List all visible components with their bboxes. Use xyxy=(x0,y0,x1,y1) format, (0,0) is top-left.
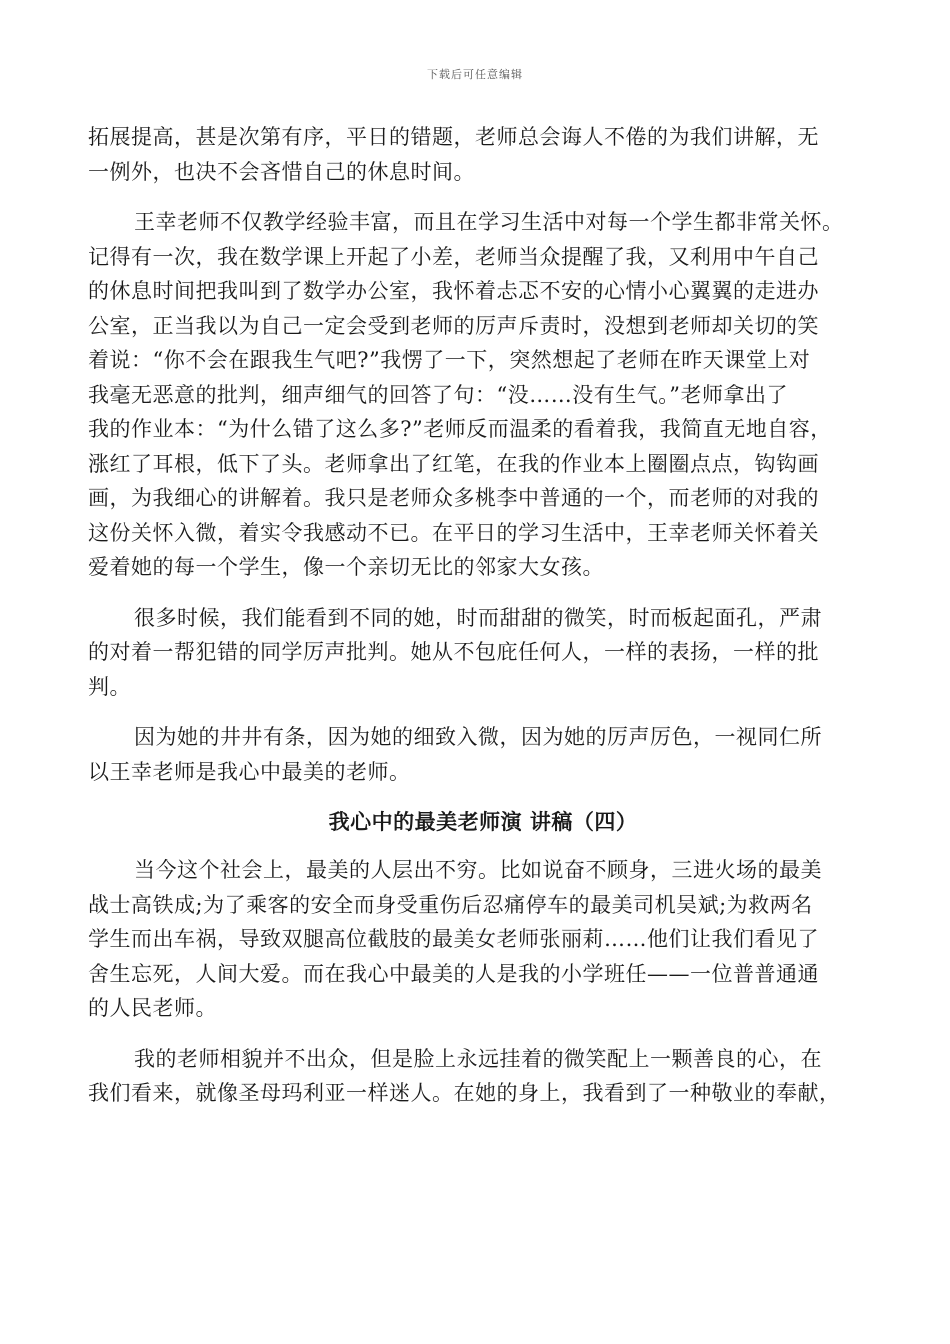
text-line: 我的老师相貌并不出众，但是脸上永远挂着的微笑配上一颗善良的心，在 xyxy=(134,1046,822,1071)
document-body xyxy=(88,120,878,1127)
text-line: 公室，正当我以为自己一定会受到老师的厉声斥责时，没想到老师却关切的笑 xyxy=(88,313,819,338)
text-line: 拓展提高，甚是次第有序，平日的错题，老师总会诲人不倦的为我们讲解，无 xyxy=(88,125,819,149)
text-line: 这份关怀入微，着实令我感动不已。在平日的学习生活中，王幸老师关怀着关 xyxy=(88,520,819,545)
text-line: 学生而出车祸，导致双腿高位截肢的最美女老师张丽莉……他们让我们看见了 xyxy=(88,927,819,951)
text-line: 我毫无恶意的批判，细声细气的回答了句：“没……没有生气。”老师拿出了 xyxy=(88,382,788,407)
text-line: 记得有一次，我在数学课上开起了小差，老师当众提醒了我，又利用中午自己 xyxy=(88,244,819,269)
text-line: 一例外，也决不会吝惜自己的休息时间。 xyxy=(88,159,475,184)
text-line: 的休息时间把我叫到了数学办公室，我怀着忐忑不安的心情小心翼翼的走进办 xyxy=(88,279,819,303)
text-line: 的对着一帮犯错的同学厉声批判。她从不包庇任何人，一样的表扬，一样的批 xyxy=(88,640,819,664)
text-line: 当今这个社会上，最美的人层出不穷。比如说奋不顾身，三进火场的最美 xyxy=(134,858,822,882)
text-line: 战士高铁成;为了乘客的安全而身受重伤后忍痛停车的最美司机吴斌;为救两名 xyxy=(88,892,813,917)
text-line: 我们看来，就像圣母玛利亚一样迷人。在她的身上，我看到了一种敬业的奉献， xyxy=(88,1081,841,1105)
text-line: 判。 xyxy=(88,674,131,699)
text-line: 画，为我细心的讲解着。我只是老师众多桃李中普通的一个，而老师的对我的 xyxy=(88,486,819,510)
text-line: 很多时候，我们能看到不同的她，时而甜甜的微笑，时而板起面孔，严肃 xyxy=(134,605,822,630)
section-heading: 我心中的最美老师演 讲稿（四） xyxy=(328,810,638,834)
text-line: 我的作业本：“为什么错了这么多?”老师反而温柔的看着我，我简直无地自容， xyxy=(88,417,832,441)
text-line: 的人民老师。 xyxy=(88,996,217,1020)
text-line: 涨红了耳根，低下了头。老师拿出了红笔，在我的作业本上圈圈点点，钩钩画 xyxy=(88,451,819,476)
paragraph xyxy=(88,205,878,585)
paragraph xyxy=(88,1042,878,1111)
text-line: 舍生忘死，人间大爱。而在我心中最美的人是我的小学班任——一位普普通通 xyxy=(88,961,819,986)
paragraph xyxy=(88,720,878,789)
text-line: 爱着她的每一个学生，像一个亲切无比的邻家大女孩。 xyxy=(88,555,604,579)
paragraph xyxy=(88,120,878,189)
paragraph xyxy=(88,853,878,1026)
text-line: 因为她的井井有条，因为她的细致入微，因为她的厉声厉色，一视同仁所 xyxy=(134,725,822,749)
paragraph xyxy=(88,601,878,705)
text-line: 王幸老师不仅教学经验丰富，而且在学习生活中对每一个学生都非常关怀。 xyxy=(134,210,844,234)
text-line: 以王幸老师是我心中最美的老师。 xyxy=(88,759,411,784)
page-header: 下载后可任意编辑 xyxy=(427,68,523,81)
text-line: 着说：“你不会在跟我生气吧?”我愣了一下，突然想起了老师在昨天课堂上对 xyxy=(88,348,811,372)
